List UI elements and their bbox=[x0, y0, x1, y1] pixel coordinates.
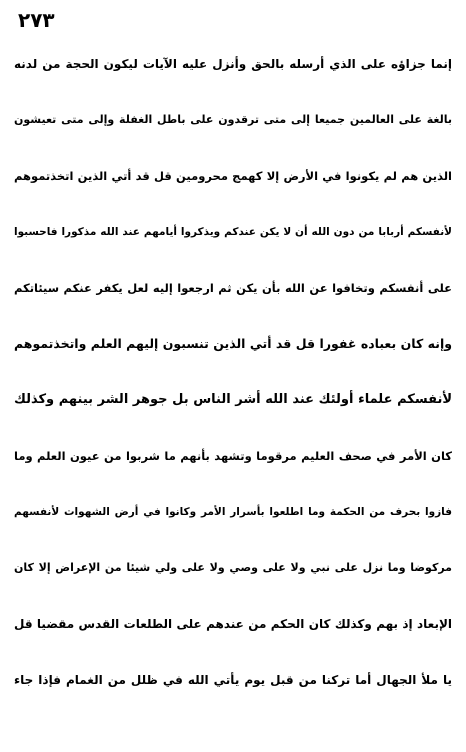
text-line-5: على أنفسكم وتخافوا عن الله بأن يكن ثم ارجعوا إليه لعل يكفر عنكم سيئاتكم bbox=[14, 281, 452, 295]
text-line-4: لأنفسكم أربابا من دون الله أن لا يكن عندكم ويذكروا أيامهم عند الله مذكورا فاحسبوا bbox=[14, 226, 452, 238]
text-body bbox=[14, 36, 452, 752]
text-line-12: يا ملأ الجهال أما تركنا من قبل يوم يأتي الله في ظلل من الغمام فإذا جاء bbox=[14, 673, 452, 687]
text-line-3: الذين هم لم يكونوا في الأرض إلا كهمج محرومين قل قد أتي الذين اتخذتموهم bbox=[14, 169, 452, 183]
text-line-9: فازوا بحرف من الحكمة وما اطلعوا بأسرار الأمر وكانوا في أرض الشهوات لأنفسهم bbox=[14, 506, 452, 518]
page-number: ٢٧٣ bbox=[18, 8, 55, 32]
text-line-11: الإبعاد إذ بهم وكذلك كان الحكم من عندهم على الطلعات القدس مقضيا قل bbox=[14, 617, 452, 631]
text-line-2: بالغة على العالمين جميعا إلى متى ترقدون على باطل الغفلة وإلى متى تعيشون bbox=[14, 113, 452, 126]
text-line-7: لأنفسكم علماء أولئك عند الله أشر الناس بل جوهر الشر بينهم وكذلك bbox=[14, 392, 452, 407]
text-line-8: كان الأمر في صحف العليم مرقوما وتشهد بأنهم ما شربوا من عيون العلم وما bbox=[14, 449, 452, 463]
text-line-6: وإنه كان بعباده غفورا قل قد أتي الذين تنسبون إليهم العلم واتخذتموهم bbox=[14, 336, 452, 351]
text-line-10: مركوضا وما نزل على نبي ولا على وصي ولا على ولي شيئا من الإعراض إلا كان bbox=[14, 561, 452, 574]
text-line-1: إنما جزاؤه على الذي أرسله بالحق وأنزل عليه الآيات ليكون الحجة من لدنه bbox=[14, 57, 452, 71]
